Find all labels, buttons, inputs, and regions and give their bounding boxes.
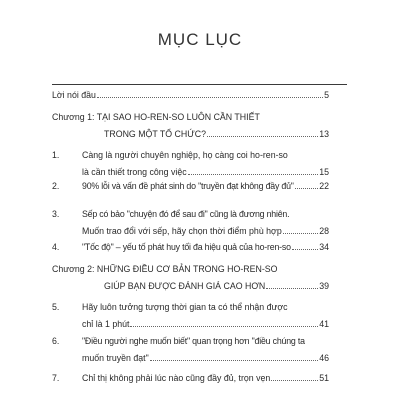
entry-number: 7.	[52, 373, 60, 383]
entry-text-continued: muốn truyền đạt"	[82, 353, 149, 363]
entry-text: Sếp có bảo "chuyện đó để sau đi" cũng là đương nhiên.	[82, 209, 290, 219]
page-number: 28	[319, 226, 329, 236]
entry-text-continued: là cần thiết trong công việc	[82, 167, 187, 177]
dot-leader	[283, 233, 318, 234]
entry-text: "Điều người nghe muốn biết" quan trọng hơn "điều chúng ta	[82, 336, 305, 346]
toc-entry-3[interactable]	[52, 206, 329, 240]
entry-text-continued: chỉ là 1 phút	[82, 319, 130, 329]
entry-number: 6.	[52, 336, 60, 346]
toc-entry-chapter-2[interactable]	[52, 261, 329, 295]
page-number: 13	[319, 129, 329, 139]
dot-leader	[292, 249, 318, 250]
toc-entry-5[interactable]	[52, 299, 329, 333]
entry-text: Chỉ thị không phải lúc nào cũng đầy đủ, trọn vẹn	[82, 373, 271, 383]
toc-entry-1[interactable]	[52, 147, 329, 181]
entry-text: Chương 2: NHỮNG ĐIỀU CƠ BẢN TRONG HO-REN-SO	[52, 264, 278, 274]
page-number: 46	[319, 353, 329, 363]
entry-number: 1.	[52, 150, 60, 160]
entry-number: 2.	[52, 181, 60, 191]
page-title: MỤC LỤC	[157, 30, 243, 49]
page-number: 15	[319, 167, 329, 177]
entry-text-continued: TRONG MỘT TỔ CHỨC?	[104, 129, 207, 139]
toc-entry-preface[interactable]	[52, 87, 329, 104]
entry-number: 4.	[52, 242, 60, 252]
toc-entry-4[interactable]	[52, 239, 329, 256]
entry-number: 3.	[52, 209, 60, 219]
page-number: 39	[319, 281, 329, 291]
page-number: 41	[319, 319, 329, 329]
dot-leader	[207, 136, 318, 137]
toc-entry-2[interactable]	[52, 178, 329, 195]
entry-text: Càng là người chuyên nghiệp, họ càng coi ho-ren-so	[82, 150, 288, 160]
entry-text-continued: GIÚP BẠN ĐƯỢC ĐÁNH GIÁ CAO HƠN	[104, 281, 266, 291]
entry-number: 5.	[52, 302, 60, 312]
dot-leader	[130, 326, 318, 327]
dot-leader	[97, 97, 323, 98]
entry-text-continued: Muốn trao đổi với sếp, hãy chọn thời điểm phù hợp	[82, 226, 282, 236]
toc-entry-6[interactable]	[52, 333, 329, 367]
dot-leader	[188, 174, 319, 175]
entry-text: Lời nói đầu	[52, 90, 96, 100]
toc-entry-chapter-1[interactable]	[52, 109, 329, 143]
dot-leader	[150, 360, 319, 361]
dot-leader	[271, 380, 318, 381]
entry-text: 90% lỗi và vấn đề phát sinh do "truyền đạt không đầy đủ"	[82, 181, 294, 191]
entry-text: Chương 1: TẠI SAO HO-REN-SO LUÔN CẦN THIẾT	[52, 112, 260, 122]
page-number: 51	[319, 373, 329, 383]
dot-leader	[266, 288, 318, 289]
toc-entry-7[interactable]	[52, 370, 329, 387]
entry-text: Hãy luôn tưởng tượng thời gian ta có thể nhận được	[82, 302, 288, 312]
page-number: 34	[319, 242, 329, 252]
page-number: 5	[324, 90, 329, 100]
entry-text: "Tốc độ" – yếu tố phát huy tối đa hiệu quả của ho-ren-so	[82, 242, 291, 252]
title-divider	[52, 84, 347, 85]
page-number: 22	[319, 181, 329, 191]
dot-leader	[295, 188, 319, 189]
